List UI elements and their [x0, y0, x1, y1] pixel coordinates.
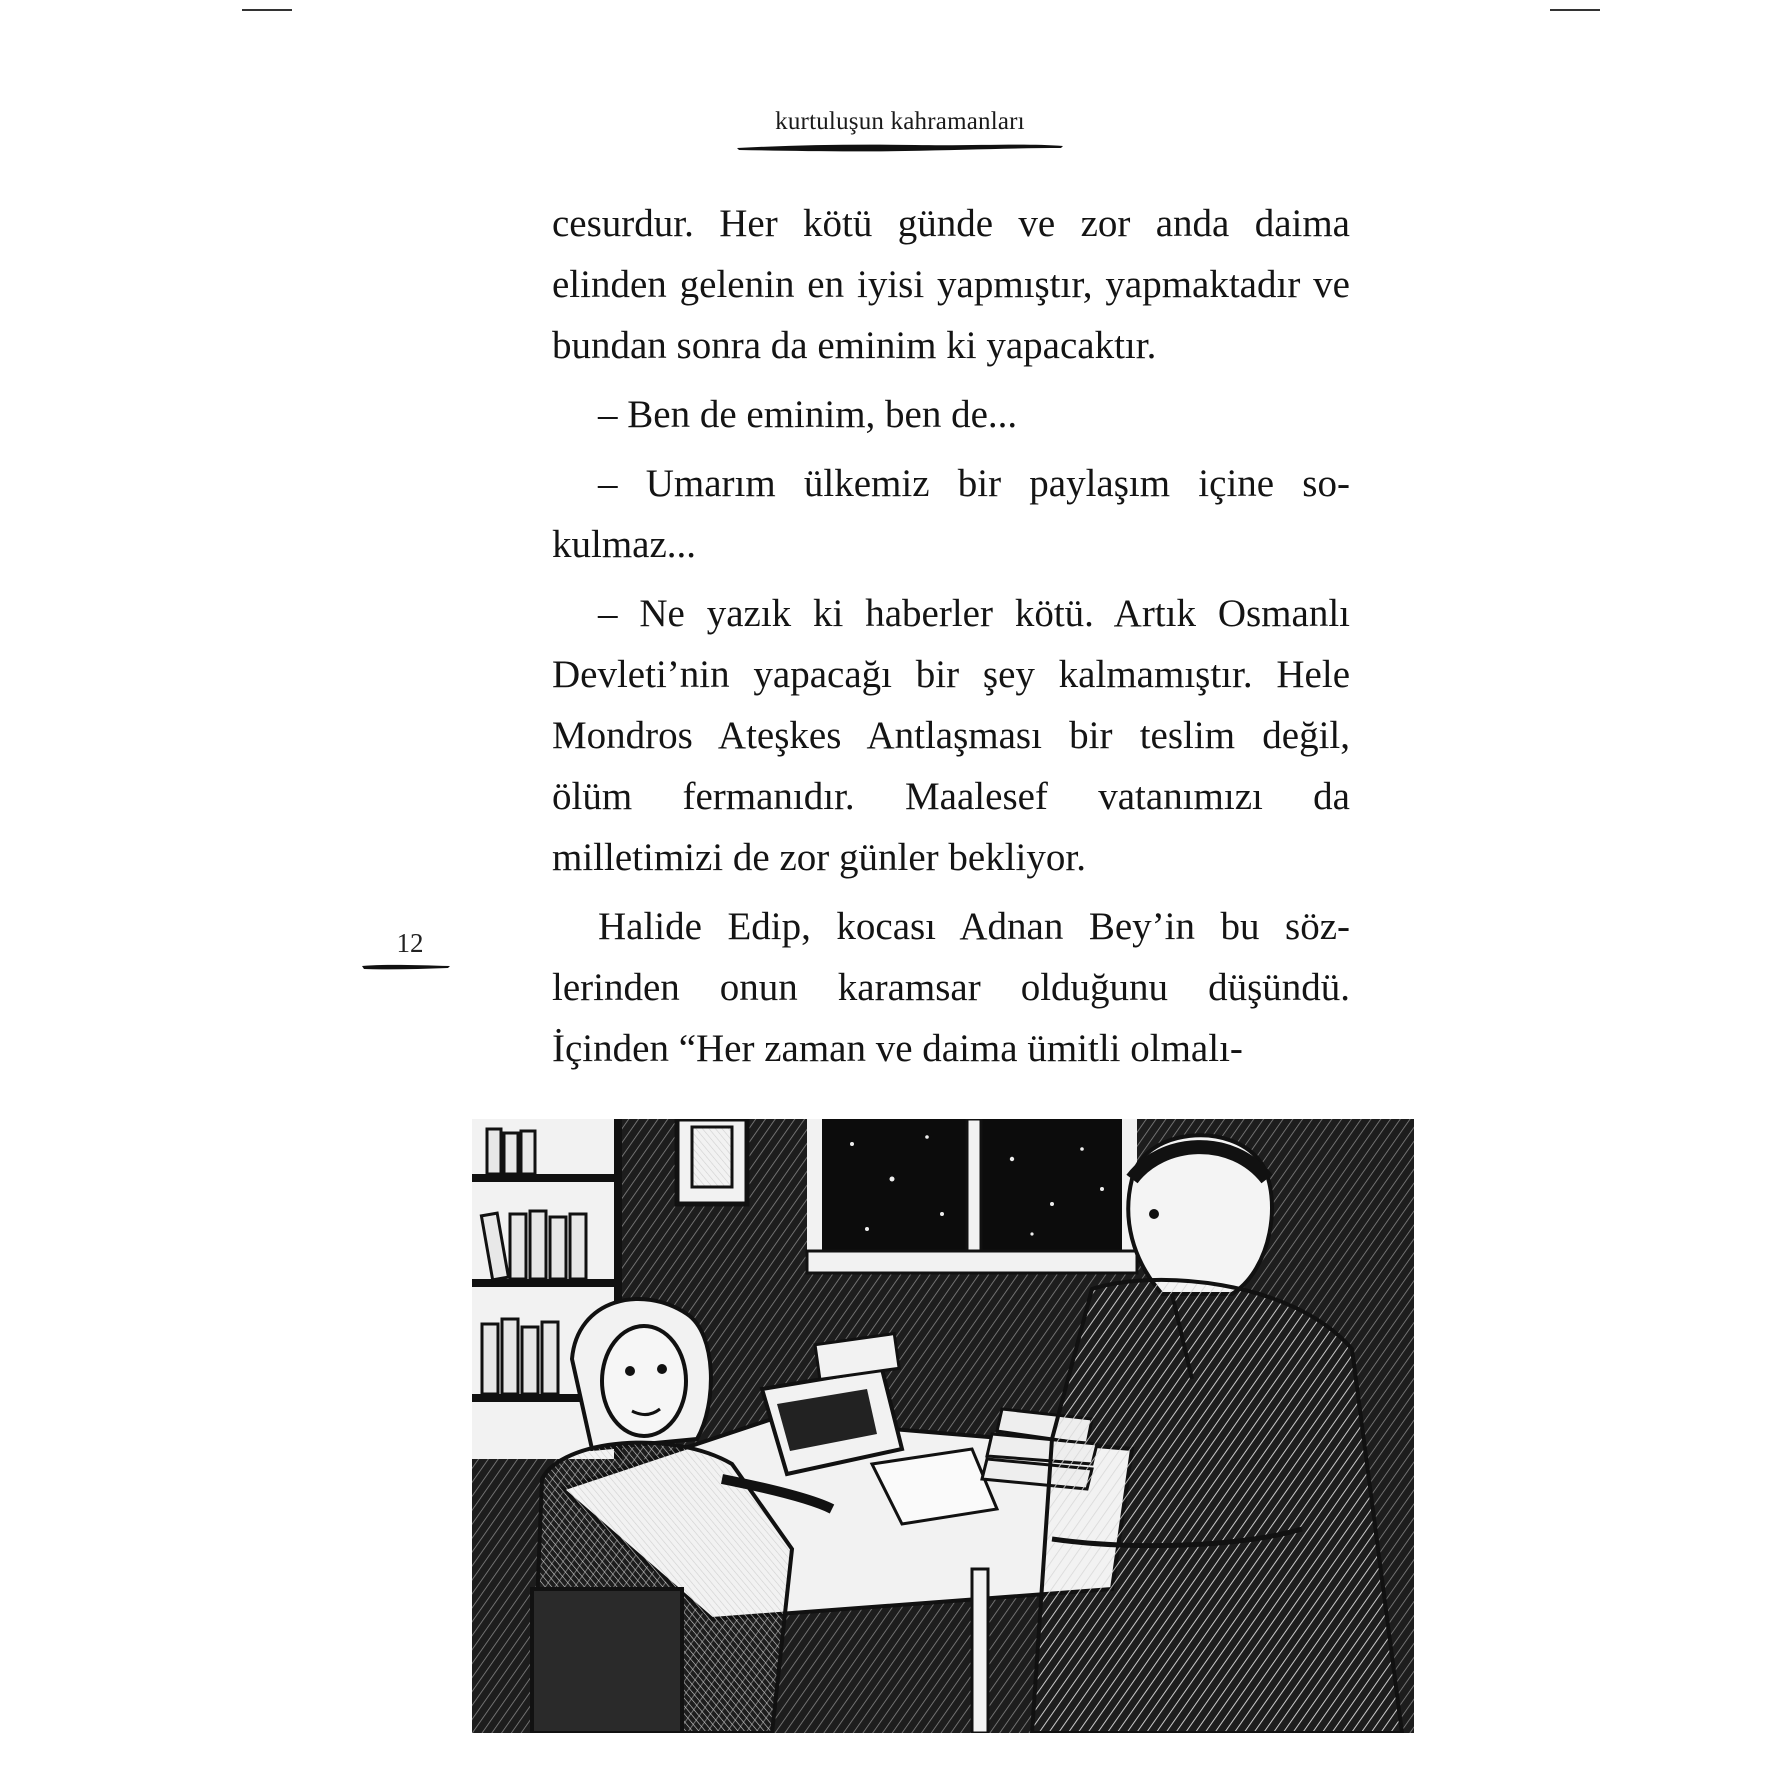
page-number-brush-rule [360, 961, 452, 973]
running-header [700, 108, 1100, 154]
paragraph-2: – Ben de eminim, ben de... [598, 393, 1018, 436]
body-text [552, 193, 1350, 1087]
page-number-box [360, 928, 452, 973]
paragraph-3: – Umarım ülkemiz bir paylaşım içine sokulmaz... [552, 462, 1350, 566]
crop-mark-right [1550, 9, 1600, 11]
window [807, 1119, 1137, 1273]
paragraph-1: cesurdur. Her kötü günde ve zor anda daima elinden gelenin en iyisi yapmıştır, yapmaktadır ve bundan sonra da eminim ki yapacaktır. [552, 202, 1350, 367]
crop-mark-left [242, 9, 292, 11]
paragraph-5: Halide Edip, kocası Adnan Bey’in bu sözlerinden onun karamsar olduğunu düşündü. İçinden “Her zaman ve daima ümitli olmalı- [552, 905, 1350, 1070]
illustration-panel [472, 1119, 1414, 1733]
paragraph-4: – Ne yazık ki haberler kötü. Artık Osmanlı Devleti’nin yapacağı bir şey kalmamıştır. Hele Mondros Ateşkes Antlaşması bir teslim değil, ölüm fermanıdır. Maalesef vatanımızı da milletimizi de zor günler bekliyor. [552, 592, 1350, 879]
page-number: 12 [396, 928, 424, 958]
header-brush-rule [735, 140, 1065, 154]
running-header-title: kurtuluşun kahramanları [775, 108, 1025, 135]
chair [532, 1589, 682, 1733]
illustration-drawing [472, 1119, 1414, 1733]
